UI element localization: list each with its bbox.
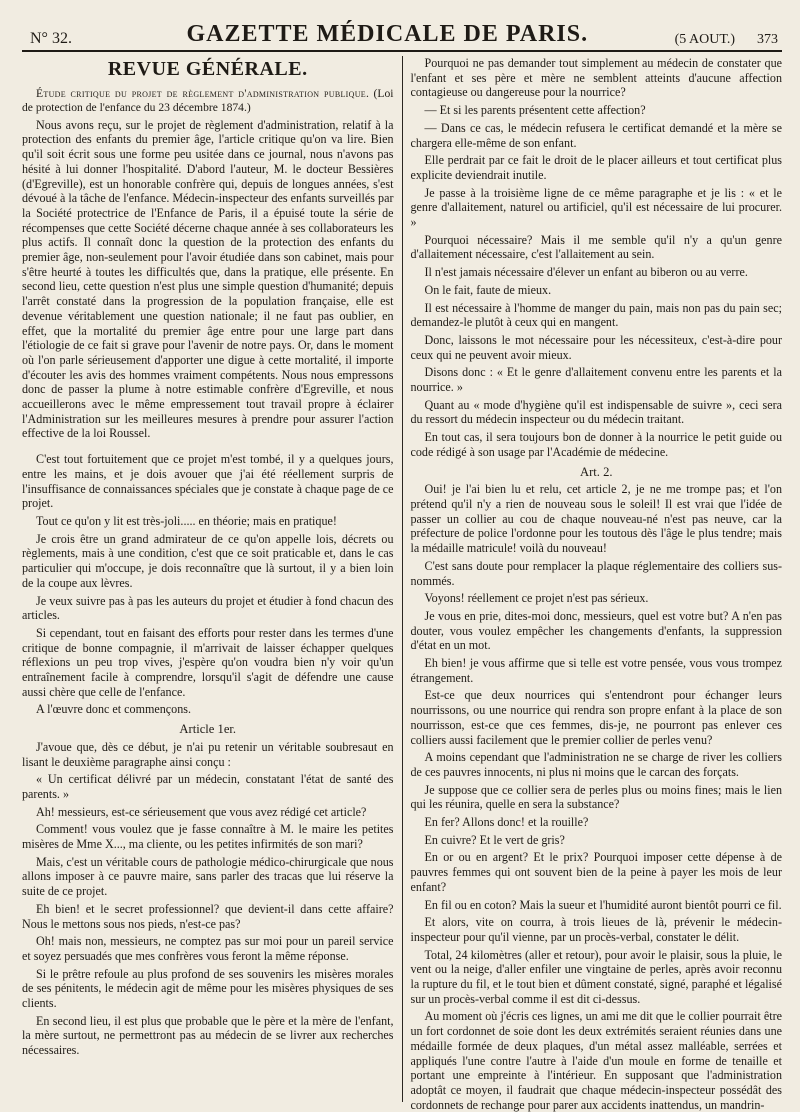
paragraph: En tout cas, il sera toujours bon de donner à la nourrice le petit guide ou code rédigé à son usage par l'Académie de médecine. — [410, 430, 782, 459]
paragraph: J'avoue que, dès ce début, je n'ai pu retenir un véritable soubresaut en lisant le deuxième paragraphe ainsi conçu : — [22, 739, 394, 769]
masthead-right — [675, 32, 778, 48]
paragraph: En or ou en argent? Et le prix? Pourquoi imposer cette dépense à de pauvres femmes qui ont souvent bien de la peine à payer les mois de leur enfant? — [410, 850, 782, 894]
subtitle-caps: Étude critique du projet de règlement d'administration publique. — [36, 86, 370, 100]
paragraph: Total, 24 kilomètres (aller et retour), pour avoir le plaisir, sous la pluie, le vent ou la neige, d'aller enfiler une vingtaine de perles, après avoir reconnu la rupture du fil, et le tout bien et dûment constaté, signé, paraphé et légalisé sur un procès-verbal comme il est dit ci-dessus. — [410, 947, 782, 1006]
subtitle-rest: (Loi de protection de l'enfance du 23 décembre 1874.) — [22, 86, 394, 114]
page-number: 373 — [757, 32, 778, 47]
paragraph: Au moment où j'écris ces lignes, un ami me dit que le collier pourrait être un fort cordonnet de soie dont les deux extrémités seraient réunies dans une médaille formée de deux plaques, d'un métal assez malléable, serrées et appliqués l'une contre l'autre à l'aide d'un moule en forme de tenaille et portant une empreinte à l'intérieur. En supposant que l'administration adoptât ce moyen, il faudrait que chaque médecin-inspecteur possédât des cordonnets de rechange pour parer aux accidents inattendus, un mandrin- — [410, 1009, 782, 1112]
paragraph: Est-ce que deux nourrices qui s'entendront pour échanger leurs nourrissons, ou une nourrice qui rendra son propre enfant à la place de son nourrisson, est-ce que ces femmes, dis-je, ne pourront pas enlever ces colliers aussi facilement que le premier collier de perles venu? — [410, 688, 782, 747]
paragraph: Voyons! réellement ce projet n'est pas sérieux. — [424, 591, 649, 606]
right-column — [402, 56, 783, 1112]
paragraph: Il est nécessaire à l'homme de manger du pain, mais non pas du pain sec; demandez-le plutôt à ceux qui en mangent. — [410, 300, 782, 330]
paragraph: En fil ou en coton? Mais la sueur et l'humidité auront bientôt pourri ce fil. — [424, 897, 782, 912]
paragraph: — Et si les parents présentent cette affection? — [424, 103, 646, 118]
paragraph: Je veux suivre pas à pas les auteurs du projet et étudier à fond chacun des articles. — [22, 593, 394, 623]
paragraph: Donc, laissons le mot nécessaire pour les nécessiteux, c'est-à-dire pour ceux qui ne peuvent avoir mieux. — [410, 332, 782, 362]
paragraph: Comment! vous voulez que je fasse connaître à M. le maire les petites misères de Mme X..., ma cliente, ou les petites infirmités de son mari? — [22, 822, 394, 852]
paragraph: Je crois être un grand admirateur de ce qu'on appelle lois, décrets ou règlements, mais à une condition, c'est que ce soit praticable et, dans le cas particulier qui m'occupe, je dois reconnaître que là surtout, il y a bien loin de la coupe aux lèvres. — [22, 531, 394, 590]
paragraph: A moins cependant que l'administration ne se charge de river les colliers de ces pauvres innocents, ni plus ni moins que le carcan des forçats. — [410, 750, 782, 779]
paragraph: — Dans ce cas, le médecin refusera le certificat demandé et la mère se chargera elle-même de son enfant. — [410, 120, 782, 150]
paragraph: On le fait, faute de mieux. — [424, 282, 552, 297]
paragraph: Si le prêtre refoule au plus profond de ses souvenirs les misères morales de ses pénitents, le médecin agit de même pour les misères physiques de ses clients. — [22, 966, 394, 1011]
paragraph: Je suppose que ce collier sera de perles plus ou moins fines; mais le lien qui les réunira, quelle en sera la substance? — [410, 782, 782, 812]
left-column — [22, 56, 402, 1102]
paragraph: En fer? Allons donc! et la rouille? — [424, 815, 589, 830]
journal-title: GAZETTE MÉDICALE DE PARIS. — [186, 21, 589, 47]
section-title: REVUE GÉNÉRALE. — [107, 58, 308, 80]
paragraph: Oui! je l'ai bien lu et relu, cet article 2, je ne me trompe pas; et l'on prétend qu'il n'y a rien de nouveau sous le soleil! Il est vrai que l'idée de passer un collier au cou de chaque nouveau-né n'est pas neuve, car la préfecture de police l'ordonne pour les toutous dès l'âge le plus tendre; mais la médaille matricule! voilà du nouveau! — [410, 482, 782, 556]
paragraph: Quant au « mode d'hygiène qu'il est indispensable de suivre », ceci sera du ressort du médecin inspecteur ou du médecin traitant. — [410, 397, 782, 427]
paragraph: Ah! messieurs, est-ce sérieusement que vous avez rédigé cet article? — [36, 804, 367, 819]
article-1-heading: Article 1er. — [179, 722, 237, 737]
paragraph: En second lieu, il est plus que probable que le père et la mère de l'enfant, la mère surtout, ne permettront pas au médecin de se livrer aux recherches nécessaires. — [22, 1013, 394, 1058]
paragraph: Tout ce qu'on y lit est très-joli..... en théorie; mais en pratique! — [36, 513, 337, 528]
paragraph: A l'œuvre donc et commençons. — [36, 702, 191, 717]
paragraph: Eh bien! je vous affirme que si telle est votre pensée, vous vous trompez étrangement. — [410, 656, 782, 685]
newspaper-page — [22, 14, 782, 1112]
paragraph: Et alors, vite on courra, à trois lieues de là, prévenir le médecin-inspecteur pour qu'il vienne, par un procès-verbal, constater le délit. — [410, 915, 782, 944]
paragraph: Je passe à la troisième ligne de ce même paragraphe et je lis : « et le genre d'allaitement, naturel ou artificiel, qu'il est nécessaire de lui procurer. » — [410, 185, 782, 230]
spacer — [22, 444, 394, 452]
paragraph: Je vous en prie, dites-moi donc, messieurs, quel est votre but? A n'en pas douter, vous voulez empêcher les changements d'enfants, la suppression d'état en un mot. — [410, 608, 782, 653]
paragraph: En cuivre? Et le vert de gris? — [424, 832, 565, 847]
paragraph: « Un certificat délivré par un médecin, constatant l'état de santé des parents. » — [22, 772, 394, 801]
paragraph: Il n'est jamais nécessaire d'élever un enfant au biberon ou au verre. — [424, 265, 748, 280]
paragraph: Mais, c'est un véritable cours de pathologie médico-chirurgicale que nous allons imposer à ce pauvre maire, sans parler des tracas que lui réserve la suite de ce projet. — [22, 854, 394, 899]
paragraph: Eh bien! et le secret professionnel? que devient-il dans cette affaire? Nous le mettons sous nos pieds, n'est-ce pas? — [22, 901, 394, 931]
paragraph: Elle perdrait par ce fait le droit de le placer ailleurs et tout certificat plus explicite deviendrait inutile. — [410, 153, 782, 182]
issue-date: (5 AOUT.) — [674, 32, 735, 47]
paragraph: C'est sans doute pour remplacer la plaque réglementaire des colliers sus-nommés. — [410, 558, 782, 588]
paragraph: Oh! mais non, messieurs, ne comptez pas sur moi pour un pareil service et soyez persuadés que mes confrères vous feront la même réponse. — [22, 934, 394, 963]
article-2-heading: Art. 2. — [579, 464, 613, 479]
paragraph: Si cependant, tout en faisant des efforts pour rester dans les termes d'une critique de bonne compagnie, il m'arrivait de laisser échapper quelques réflexions un peu trop vives, j'espère qu'on voudra bien n'y voir qu'un entraînement facile à comprendre, lorsqu'il s'agit de défendre une cause aussi chère que celle de l'enfance. — [22, 625, 394, 699]
columns — [22, 56, 782, 1112]
paragraph: C'est tout fortuitement que ce projet m'est tombé, il y a quelques jours, entre les mains, et je dois avouer que j'ai été réellement surpris de l'insuffisance de connaissances spéciales que je constate à chaque page de ce projet. — [22, 452, 394, 511]
masthead — [22, 14, 782, 52]
article-subtitle — [22, 87, 394, 115]
issue-number: N° 32. — [30, 30, 72, 47]
paragraph: Pourquoi nécessaire? Mais il me semble qu'il n'y a qu'un genre d'allaitement nécessaire, c'est l'allaitement au sein. — [410, 232, 782, 262]
paragraph: Nous avons reçu, sur le projet de règlement d'administration, relatif à la protection des enfants du premier âge, l'article critique qu'on va lire. Bien qu'il soit écrit sous une forme peu usitée dans ce journal, nous n'avons pas hésité à lui donner l'hospitalité. D'abord l'auteur, M. le docteur Bessières (d'Egreville), est un honorable confrère qui, depuis de longues années, s'est dévoué à la tâche de l'enfance. Médecin-inspecteur des enfants surveillés par la Société protectrice de l'Enfance de Paris, il a épuisé toute la série de récompenses que cette Société décerne chaque année à ses collaborateurs les plus actifs. Il connaît donc la question de la protection des enfants du premier âge, non-seulement pour l'avoir étudiée dans son cabinet, mais pour s'être heurté à toutes les difficultés que, dans la pratique, elle présente. En second lieu, cette question n'est plus une simple question d'humanité; depuis l'arrêt constaté dans la progression de la population française, elle est devenue véritablement une question nationale; il ne faut pas oublier, en effet, que la mortalité du premier âge entre pour une large part dans l'étiologie de ce fait si grave pour l'avenir de notre pays. Or, dans le moment où l'on parle sérieusement d'apporter une digue à cette mortalité, il importe d'écouter les avis des hommes vraiment compétents. Nous nous empressons donc de passer la plume à notre estimable confrère d'Egreville, et nous accueillerons avec le même empressement tout travail propre à éclairer l'Administration sur les meilleures mesures à prendre pour assurer l'action effective de la loi Roussel. — [22, 117, 394, 441]
paragraph: Pourquoi ne pas demander tout simplement au médecin de constater que l'enfant et ses père et mère ne semblent atteints d'aucune affection contagieuse ou dangereuse pour la nourrice? — [410, 56, 782, 100]
paragraph: Disons donc : « Et le genre d'allaitement convenu entre les parents et la nourrice. » — [410, 365, 782, 395]
